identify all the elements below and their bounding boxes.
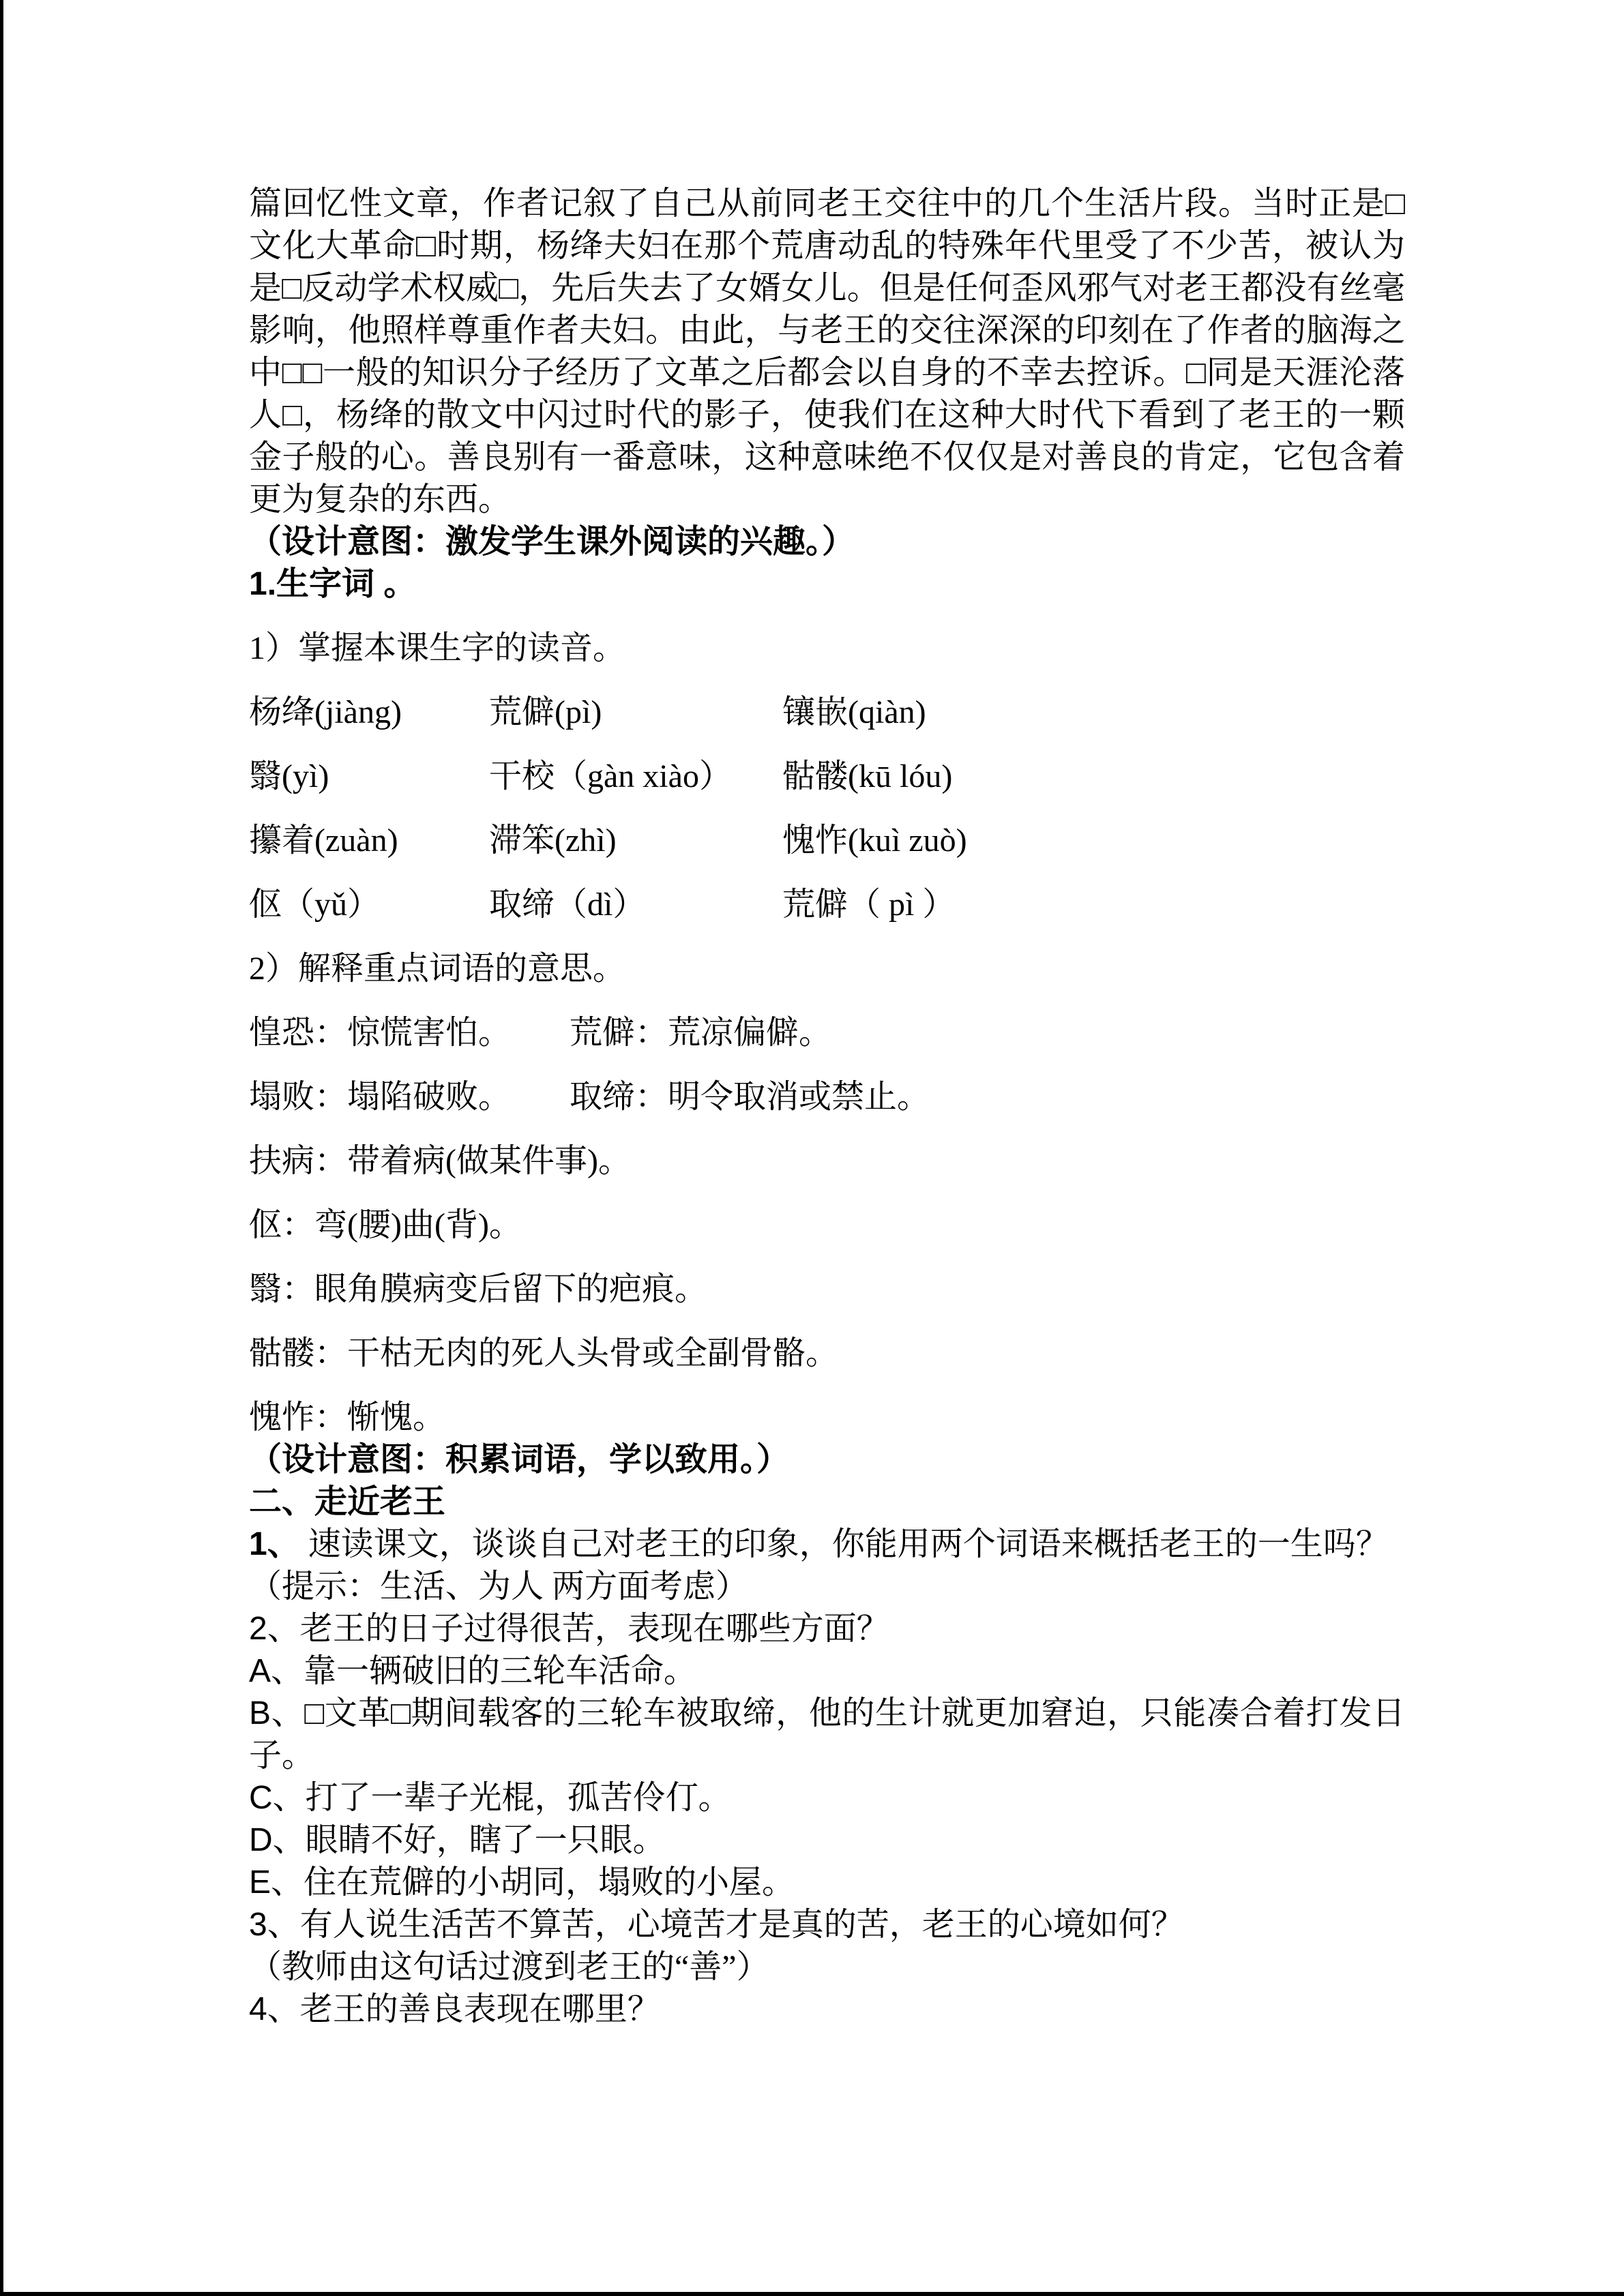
vocab-row [249, 691, 1405, 734]
vocab-term: 伛（yǔ） [249, 886, 381, 923]
definition-row [249, 1332, 1405, 1375]
scan-edge-bottom [0, 2292, 1624, 2296]
vocab-term: 镶嵌(qiàn) [782, 694, 926, 730]
definition-term: 惶恐：惊慌害怕。 [249, 1015, 512, 1051]
definition-term: 愧怍：惭愧。 [249, 1399, 446, 1435]
section-heading: 二、走近老王 [249, 1484, 446, 1520]
list-item-text: 老王的日子过得很苦，表现在哪些方面？ [299, 1611, 889, 1647]
vocab-term: 干校（gàn xiào） [489, 758, 732, 794]
vocab-term: 翳(yì) [249, 758, 329, 794]
list-item-marker: 3、 [249, 1907, 300, 1943]
list-item-text: 速读课文，谈谈自己对老王的印象，你能用两个词语来概括老王的一生吗？ [299, 1526, 1389, 1562]
list-item-text: □文革□期间载客的三轮车被取缔，他的生计就更加窘迫，只能凑合着打发日子。 [249, 1695, 1405, 1774]
list-item-marker: B、 [249, 1695, 305, 1731]
definitions-lead: 2）解释重点词语的意思。 [249, 951, 626, 987]
vocab-term: 取缔（dì） [489, 886, 646, 923]
list-item-marker: D、 [249, 1822, 306, 1858]
definition-term: 伛：弯(腰)曲(背)。 [249, 1207, 522, 1243]
list-item-marker: E、 [249, 1864, 304, 1900]
definition-term: 取缔：明令取消或禁止。 [570, 1079, 930, 1115]
intro-paragraph: 篇回忆性文章，作者记叙了自己从前同老王交往中的几个生活片段。当时正是□文化大革命□时期，杨绛夫妇在那个荒唐动乱的特殊年代里受了不少苦，被认为是□反动学术权威□，先后失去了女婿女儿。但是任何歪风邪气对老王都没有丝毫影响，他照样尊重作者夫妇。由此，与老王的交往深深的印刻在了作者的脑海之中□□一般的知识分子经历了文革之后都会以自身的不幸去控诉。□同是天涯沦落人□，杨绛的散文中闪过时代的影子，使我们在这种大时代下看到了老王的一颗金子般的心。善良别有一番意味，这种意味绝不仅仅是对善良的肯定，它包含着更为复杂的东西。 [249, 185, 1405, 518]
list-item-text: 打了一辈子光棍，孤苦伶仃。 [305, 1780, 731, 1816]
definition-row [249, 1012, 1405, 1054]
list-item-a [249, 1650, 1405, 1693]
definition-row [249, 1076, 1405, 1118]
list-item-4 [249, 1988, 1405, 2031]
list-item-b [249, 1693, 1405, 1777]
vocab-term: 荒僻（ pì ） [782, 886, 956, 923]
scan-edge-left [0, 0, 3, 2296]
list-item-e [249, 1862, 1405, 1904]
list-item-c [249, 1777, 1405, 1819]
definition-term: 骷髅：干枯无肉的死人头骨或全副骨骼。 [249, 1335, 839, 1371]
list-item-text: （提示：生活、为人 两方面考虑） [249, 1568, 749, 1605]
definition-row [249, 1268, 1405, 1311]
vocab-term: 攥着(zuàn) [249, 822, 398, 859]
list-item-teacher-note [249, 1946, 1405, 1988]
definition-row [249, 1397, 1405, 1439]
list-item-text: 有人说生活苦不算苦，心境苦才是真的苦，老王的心境如何？ [299, 1907, 1184, 1943]
definition-row [249, 1140, 1405, 1182]
vocab-term: 滞笨(zhì) [489, 822, 617, 859]
list-item-text: 眼睛不好，瞎了一只眼。 [305, 1822, 666, 1858]
design-note-1: （设计意图：激发学生课外阅读的兴趣。） [249, 524, 855, 560]
vocab-row [249, 820, 1405, 862]
list-item-1 [249, 1523, 1405, 1566]
definition-term: 塌败：塌陷破败。 [249, 1079, 512, 1115]
list-item-marker: 4、 [249, 1991, 300, 2027]
list-item-marker: 1、 [249, 1526, 300, 1562]
definition-term: 荒僻：荒凉偏僻。 [570, 1015, 832, 1051]
vocab-row [249, 756, 1405, 798]
vocab-row [249, 884, 1405, 926]
vocab-term: 愧怍(kuì zuò) [782, 822, 967, 859]
heading-shengzici: 1.生字词 。 [249, 566, 417, 602]
design-note-2: （设计意图：积累词语，学以致用。） [249, 1442, 790, 1478]
list-item-d [249, 1819, 1405, 1862]
definition-row [249, 1204, 1405, 1247]
definition-term: 翳：眼角膜病变后留下的疤痕。 [249, 1271, 708, 1307]
list-item-text: 老王的善良表现在哪里？ [299, 1991, 660, 2027]
list-item-2 [249, 1608, 1405, 1650]
vocab-term: 杨绛(jiàng) [249, 694, 402, 730]
list-item-marker: 2、 [249, 1611, 300, 1647]
pronunciation-lead: 1）掌握本课生字的读音。 [249, 630, 626, 666]
list-item-3 [249, 1904, 1405, 1946]
section-item-list [249, 1523, 1405, 2031]
list-item-text: 靠一辆破旧的三轮车活命。 [304, 1653, 697, 1689]
document-content [249, 183, 1405, 2031]
list-item-text: （教师由这句话过渡到老王的“善”） [249, 1949, 769, 1985]
list-item-marker: C、 [249, 1780, 306, 1816]
vocab-term: 骷髅(kū lóu) [782, 758, 953, 794]
list-item-text: 住在荒僻的小胡同，塌败的小屋。 [304, 1864, 795, 1900]
list-item-marker: A、 [249, 1653, 304, 1689]
definition-term: 扶病：带着病(做某件事)。 [249, 1143, 631, 1179]
list-item-hint [249, 1566, 1405, 1608]
vocab-term: 荒僻(pì) [489, 694, 602, 730]
